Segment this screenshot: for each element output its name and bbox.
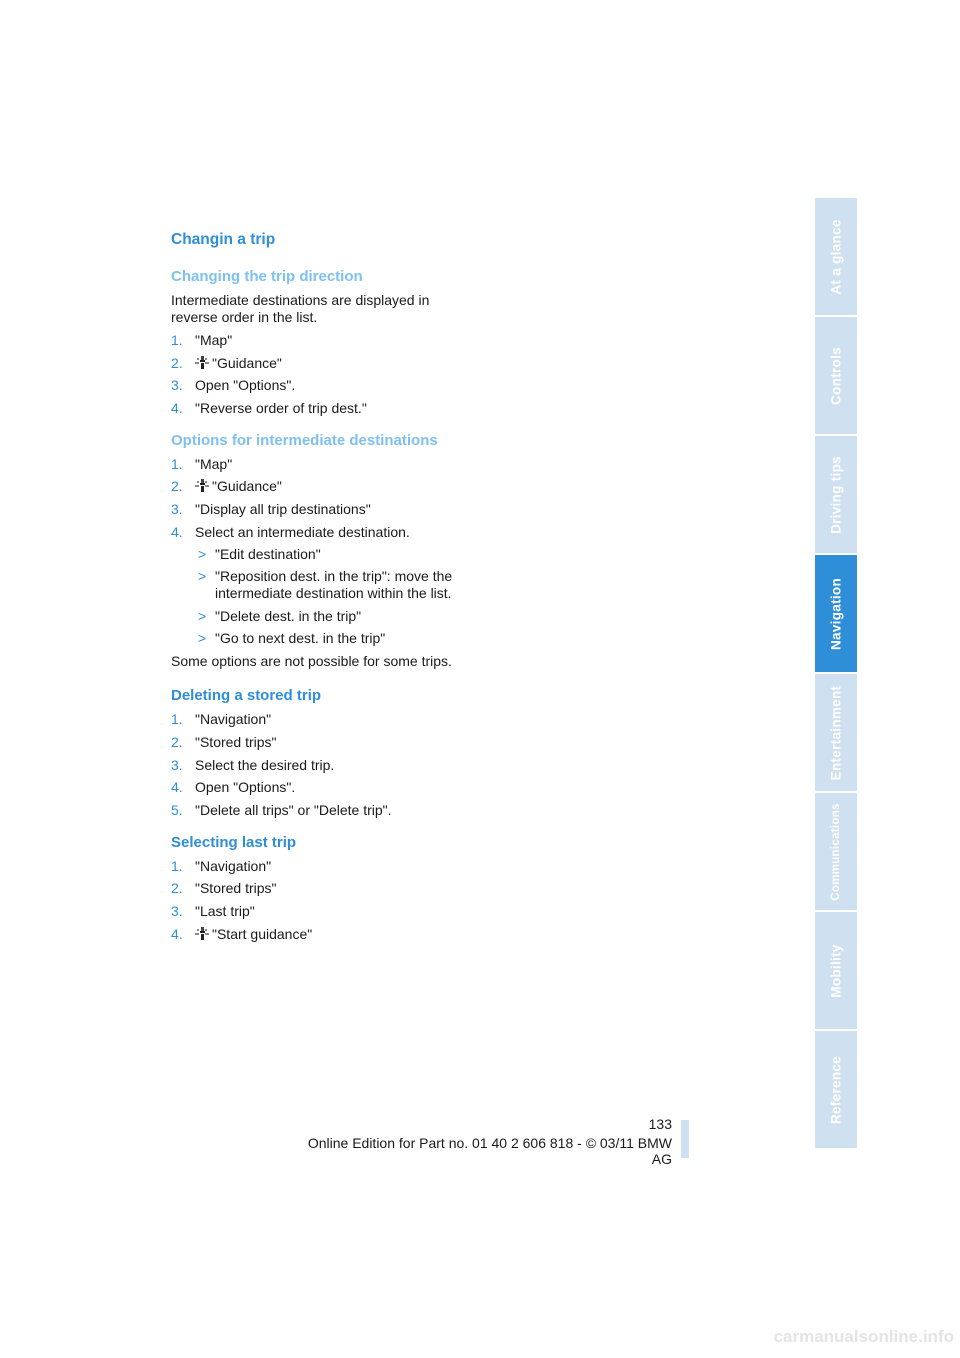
step-number: 1. — [171, 711, 183, 728]
step-number: 4. — [171, 399, 183, 416]
list-item — [195, 546, 471, 563]
list-item — [171, 903, 471, 920]
heading-last-trip: Selecting last trip — [171, 833, 297, 851]
tab-mobility[interactable] — [815, 912, 857, 1031]
step-text: "Start guidance" — [212, 925, 313, 942]
step-number: 1. — [171, 455, 183, 472]
list-item — [171, 400, 471, 417]
intro-paragraph: Intermediate destinations are displayed in reverse order in the list. — [171, 292, 430, 325]
tab-reference[interactable] — [815, 1031, 857, 1150]
heading-trip-direction: Changing the trip direction — [171, 268, 363, 285]
list-item — [171, 757, 471, 774]
tab-entertainment[interactable] — [815, 674, 857, 793]
controller-icon — [195, 356, 209, 369]
step-text: "Navigation" — [195, 857, 272, 874]
chapter-sidebar — [815, 198, 857, 1150]
step-text: "Guidance" — [212, 478, 282, 495]
list-item — [195, 568, 471, 602]
steps-intermediate-options — [171, 456, 471, 648]
list-item — [171, 332, 471, 349]
step-text: "Stored trips" — [195, 880, 277, 897]
tab-label: At a glance — [828, 218, 844, 295]
bullet-marker: > — [198, 545, 207, 562]
step-number: 2. — [171, 733, 183, 750]
step-text: "Last trip" — [195, 902, 255, 919]
step-number: 4. — [171, 925, 183, 942]
options-note: Some options are not possible for some trips. — [171, 653, 452, 670]
bullet-marker: > — [198, 607, 207, 624]
step-text: "Display all trip destinations" — [195, 500, 371, 517]
tab-label: Entertainment — [828, 685, 844, 780]
step-number: 5. — [171, 801, 183, 818]
heading-intermediate-options: Options for intermediate destinations — [171, 431, 438, 449]
step-text: "Map" — [195, 455, 233, 472]
bullet-text: "Delete dest. in the trip" — [215, 607, 362, 624]
list-item — [171, 802, 471, 819]
list-item — [171, 926, 471, 943]
page-number: 133 — [648, 1116, 672, 1132]
list-item — [171, 779, 471, 796]
step-text: Open "Options". — [195, 377, 296, 394]
list-item — [171, 524, 471, 648]
watermark: carmanualsonline.info — [773, 1327, 954, 1346]
tab-label: Reference — [828, 1055, 844, 1124]
list-item — [171, 377, 471, 394]
step-number: 4. — [171, 523, 183, 540]
step-number: 3. — [171, 902, 183, 919]
tab-navigation[interactable] — [815, 555, 857, 674]
step-number: 1. — [171, 857, 183, 874]
list-item — [171, 501, 471, 518]
controller-icon — [195, 927, 209, 940]
step-number: 3. — [171, 377, 183, 394]
bullet-marker: > — [198, 630, 207, 647]
steps-trip-direction — [171, 332, 471, 417]
footer-text: Online Edition for Part no. 01 40 2 606 818 - © 03/11 BMW AG — [307, 1135, 672, 1167]
tab-label: Driving tips — [828, 455, 844, 534]
list-item — [171, 355, 471, 372]
list-item — [171, 858, 471, 875]
bullet-text: "Go to next dest. in the trip" — [215, 630, 386, 647]
step-text: "Guidance" — [212, 354, 282, 371]
heading-delete-trip: Deleting a stored trip — [171, 687, 322, 705]
list-item — [195, 630, 471, 647]
tab-at-a-glance[interactable] — [815, 198, 857, 317]
bullet-marker: > — [198, 568, 207, 585]
step-text: "Delete all trips" or "Delete trip". — [195, 801, 392, 818]
section-title: Changin a trip — [171, 231, 276, 248]
step-text: "Navigation" — [195, 711, 272, 728]
step-number: 3. — [171, 756, 183, 773]
step-text: Select an intermediate destination. — [195, 523, 410, 540]
tab-label: Navigation — [828, 577, 844, 650]
list-item — [171, 734, 471, 751]
step-text: Open "Options". — [195, 779, 296, 796]
step-text: "Map" — [195, 332, 233, 348]
steps-delete-trip — [171, 711, 471, 818]
step-number: 2. — [171, 354, 183, 371]
list-item — [171, 478, 471, 495]
step-text: "Reverse order of trip dest." — [195, 399, 367, 416]
list-item — [195, 608, 471, 625]
step-number: 4. — [171, 779, 183, 796]
footer-marker-bar — [681, 1120, 689, 1158]
bullet-text: "Edit destination" — [215, 545, 321, 562]
tab-label: Mobility — [828, 943, 844, 998]
controller-icon — [195, 479, 209, 492]
steps-last-trip — [171, 858, 471, 943]
step-number: 2. — [171, 880, 183, 897]
page-content — [171, 230, 471, 957]
list-item — [171, 711, 471, 728]
tab-controls[interactable] — [815, 317, 857, 436]
tab-driving-tips[interactable] — [815, 436, 857, 555]
step-number: 2. — [171, 478, 183, 495]
step-text: Select the desired trip. — [195, 756, 335, 773]
bullet-text: "Reposition dest. in the trip": move the intermediate destination within the list. — [215, 568, 453, 602]
step-number: 3. — [171, 500, 183, 517]
step-number: 1. — [171, 332, 183, 348]
tab-label: Communications — [830, 802, 842, 901]
list-item — [171, 880, 471, 897]
list-item — [171, 456, 471, 473]
step-text: "Stored trips" — [195, 733, 277, 750]
tab-communications[interactable] — [815, 793, 857, 912]
tab-label: Controls — [828, 346, 844, 405]
option-bullets — [195, 546, 471, 648]
